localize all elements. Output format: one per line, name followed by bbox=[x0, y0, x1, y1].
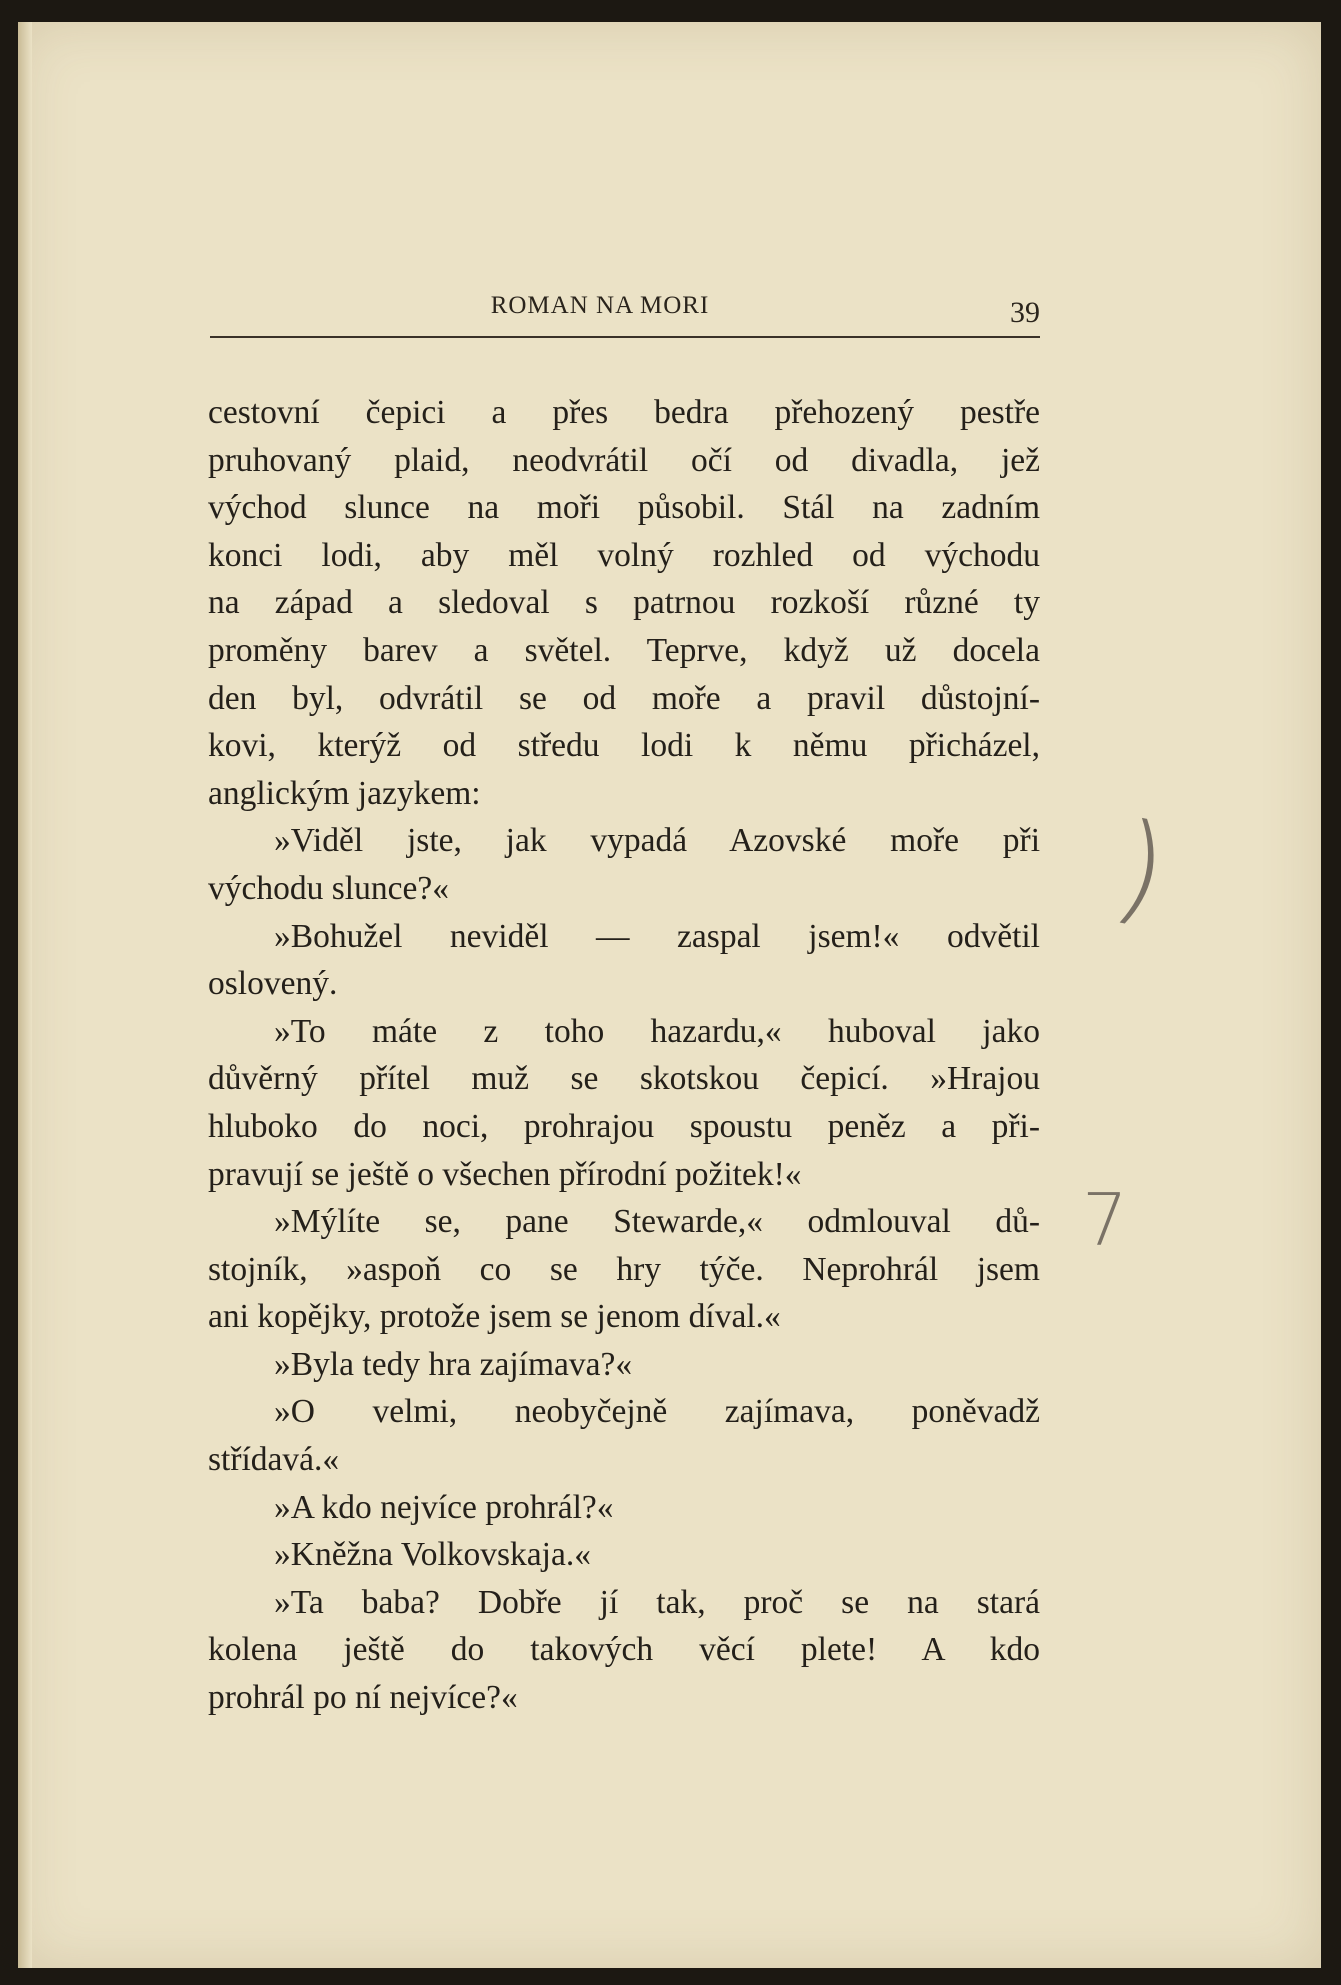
text-line: den byl, odvrátil se od moře a pravil důstojní- bbox=[208, 679, 1040, 717]
text-line: oslovený. bbox=[208, 965, 338, 1003]
body-text bbox=[208, 389, 1040, 1722]
text-line: kolena ještě do takových věcí plete! A kdo bbox=[208, 1631, 1040, 1669]
pencil-margin-number: 7 bbox=[1082, 1178, 1128, 1262]
text-line: ani kopějky, protože jsem se jenom díval.« bbox=[208, 1298, 781, 1336]
running-header bbox=[210, 292, 1040, 336]
running-title: ROMAN NA MORI bbox=[490, 292, 710, 319]
text-line: kovi, kterýž od středu lodi k němu přicházel, bbox=[208, 727, 1040, 765]
text-line: »Ta baba? Dobře jí tak, proč se na stará bbox=[274, 1583, 1040, 1621]
text-line: »O velmi, neobyčejně zajímava, poněvadž bbox=[274, 1393, 1040, 1431]
text-line: východ slunce na moři působil. Stál na zadním bbox=[208, 489, 1040, 527]
text-line: »Mýlíte se, pane Stewarde,« odmlouval dů- bbox=[274, 1203, 1040, 1241]
text-line: proměny barev a světel. Teprve, když už docela bbox=[208, 631, 1040, 669]
text-line: pruhovaný plaid, neodvrátil očí od divadla, jež bbox=[208, 441, 1040, 479]
text-line: střídavá.« bbox=[208, 1441, 340, 1479]
text-line: prohrál po ní nejvíce?« bbox=[208, 1679, 518, 1717]
page-binding-edge bbox=[18, 22, 32, 1968]
text-line: na západ a sledoval s patrnou rozkoší různé ty bbox=[208, 584, 1040, 622]
text-line: »Viděl jste, jak vypadá Azovské moře při bbox=[274, 822, 1040, 860]
text-line: »To máte z toho hazardu,« huboval jako bbox=[274, 1012, 1040, 1050]
text-line: anglickým jazykem: bbox=[208, 774, 481, 812]
text-line: stojník, »aspoň co se hry týče. Neprohrál jsem bbox=[208, 1250, 1040, 1288]
text-line: konci lodi, aby měl volný rozhled od východu bbox=[208, 536, 1040, 574]
text-line: »Bohužel neviděl — zaspal jsem!« odvětil bbox=[274, 917, 1040, 955]
page-number: 39 bbox=[1010, 296, 1040, 329]
text-line: důvěrný přítel muž se skotskou čepicí. »Hrajou bbox=[208, 1060, 1040, 1098]
text-line: »A kdo nejvíce prohrál?« bbox=[274, 1488, 614, 1526]
text-line: hluboko do noci, prohrajou spoustu peněz a při- bbox=[208, 1107, 1040, 1145]
text-line: cestovní čepici a přes bedra přehozený pestře bbox=[208, 394, 1040, 431]
text-line: pravují se ještě o všechen přírodní požitek!« bbox=[208, 1155, 802, 1193]
header-rule bbox=[210, 336, 1040, 338]
text-line: »Kněžna Volkovskaja.« bbox=[274, 1536, 591, 1574]
text-line: »Byla tedy hra zajímava?« bbox=[274, 1345, 633, 1383]
pencil-margin-mark: ) bbox=[1104, 796, 1179, 943]
text-line: východu slunce?« bbox=[208, 869, 449, 907]
